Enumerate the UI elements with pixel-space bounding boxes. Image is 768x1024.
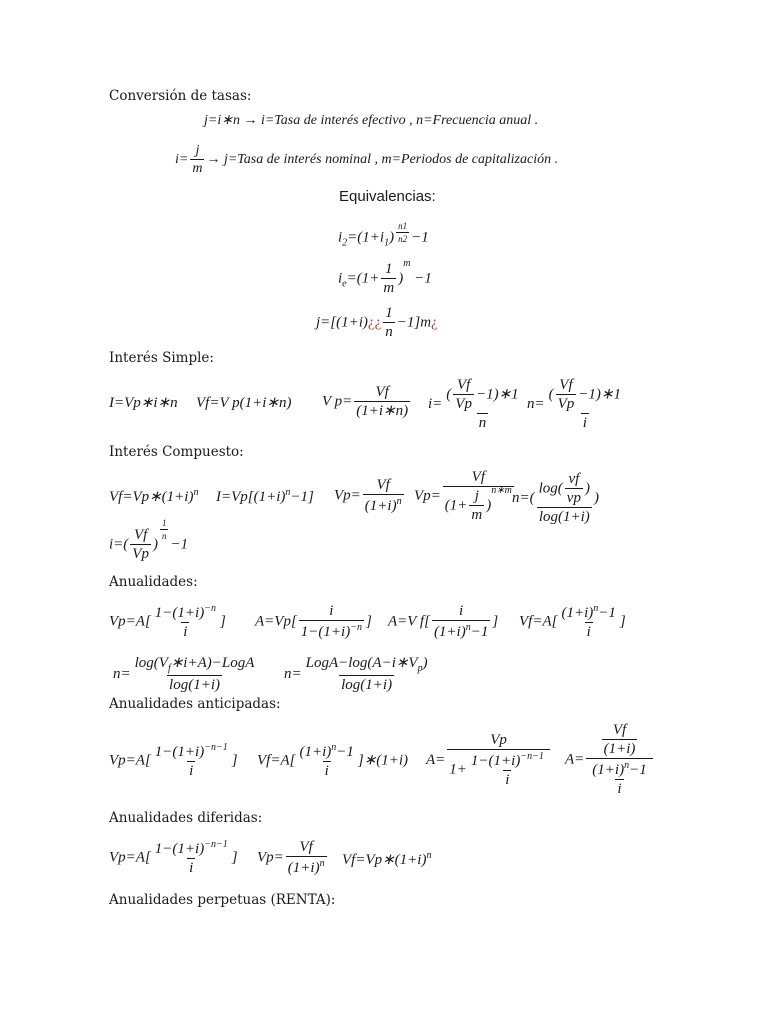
formula-diferida-Vf: $Vf=Vp∗(1+i)^n$ <box>342 850 432 868</box>
formula-simple-Vp: V p= $\frac{Vf}{(1+i∗n)}$ <box>322 384 409 419</box>
garbled-glyph: ¿¿ <box>367 314 382 331</box>
heading-interes-compuesto: Interés Compuesto: <box>109 444 244 460</box>
formula-ie-effective: $i_e=(1+$ $\frac{1}{m}$ )$^m$ −1 <box>338 258 432 296</box>
heading-conversion: Conversión de tasas: <box>109 88 252 104</box>
formula-compuesto-Vp: Vp= $\frac{Vf}{(1+i)^n}$ <box>334 477 402 514</box>
formula-i-equals-j-over-m-text: → j=Tasa de interés nominal , m=Periodos de capitalización . <box>206 152 559 168</box>
heading-anualidades-perpetuas: Anualidades perpetuas (RENTA): <box>109 892 336 908</box>
formula-compuesto-n: n=( log( $\frac{vf}{vp}$ ) log(1+i) ) <box>512 471 599 525</box>
formula-simple-n: n= ( $\frac{Vf}{Vp}$ −1)∗1 i <box>527 377 621 431</box>
heading-anualidades-diferidas: Anualidades diferidas: <box>109 810 263 826</box>
formula-anualidad-n-vp: n= $\frac{LogA-\log(A-i∗V_p)}{\log(1+i)}$ <box>284 655 428 693</box>
formula-anualidad-A-from-Vf: A=V f[ $\frac{i}{(1+i)^n-1}$ ] <box>388 603 499 640</box>
formula-compuesto-i: i=( $\frac{Vf}{Vp}$ ) $^{\frac{1}{n}}$ −1 <box>109 518 189 562</box>
formula-compuesto-Vp-nominal: Vp= Vf (1+ $\frac{j}{m}$ )$^{n∗m}$ <box>414 469 512 523</box>
formula-diferida-Vp: Vp=A[ $\frac{1-(1+i)^{-n-1}}{i}$ ] <box>109 839 238 876</box>
formula-j-equals-i-n: j=i∗n → i=Tasa de interés efectivo , n=Frecuencia anual . <box>204 113 539 128</box>
heading-equivalencias: Equivalencias: <box>339 188 436 205</box>
formula-anticipada-A-from-Vp: A= Vp 1+ $\frac{1-(1+i)^{-n-1}}{i}$ <box>426 733 552 788</box>
formula-i-equals-j-over-m: i= $\frac{j}{m}$ → j=Tasa de interés nominal , m=Periodos de capitalización . <box>175 143 559 176</box>
formula-anualidad-Vf: Vf=A[ $\frac{(1+i)^n-1}{i}$ ] <box>519 603 626 640</box>
formula-simple-I: I=Vp∗i∗n <box>109 395 178 411</box>
formula-simple-i: i= ( $\frac{Vf}{Vp}$ −1)∗1 n <box>428 377 519 431</box>
heading-anualidades-anticipadas: Anualidades anticipadas: <box>109 696 281 712</box>
formula-anticipada-A-from-Vf: A= $\frac{\frac{Vf}{(1+i)}}{\frac{(1+i)^n-1}{i}}$ <box>565 723 655 797</box>
formula-i2-equivalence: $i_2=(1+i_1)$ $^{\frac{n1}{n2}}$ −1 <box>338 221 429 249</box>
formula-anualidad-A-from-Vp: A=Vp[ $\frac{i}{1-(1+i)^{-n}}$ ] <box>255 603 372 640</box>
formula-diferida-Vp-from-Vf: Vp= $\frac{Vf}{(1+i)^n}$ <box>257 839 325 876</box>
formula-j-nominal: j=[(1+i)¿¿ $\frac{1}{n}$ −1]m¿ <box>316 305 438 340</box>
formula-compuesto-Vf: $Vf=Vp∗(1+i)^n$ <box>109 487 199 505</box>
formula-simple-Vf: Vf=V p(1+i∗n) <box>196 395 292 411</box>
formula-compuesto-I: $I=Vp[(1+i)^n-1]$ <box>216 487 314 505</box>
formula-anualidad-Vp: Vp=A[ $\frac{1-(1+i)^{-n}}{i}$ ] <box>109 603 226 640</box>
heading-interes-simple: Interés Simple: <box>109 350 214 366</box>
formula-anualidad-n-vf: n= $\frac{\log(V_f∗i+A)-LogA}{\log(1+i)}$ <box>113 655 255 693</box>
formula-anticipada-Vp: Vp=A[ $\frac{1-(1+i)^{-n-1}}{i}$ ] <box>109 742 238 779</box>
heading-anualidades: Anualidades: <box>109 574 198 590</box>
formula-anticipada-Vf: Vf=A[ $\frac{(1+i)^n-1}{i}$ ]∗(1+i) <box>257 742 409 779</box>
